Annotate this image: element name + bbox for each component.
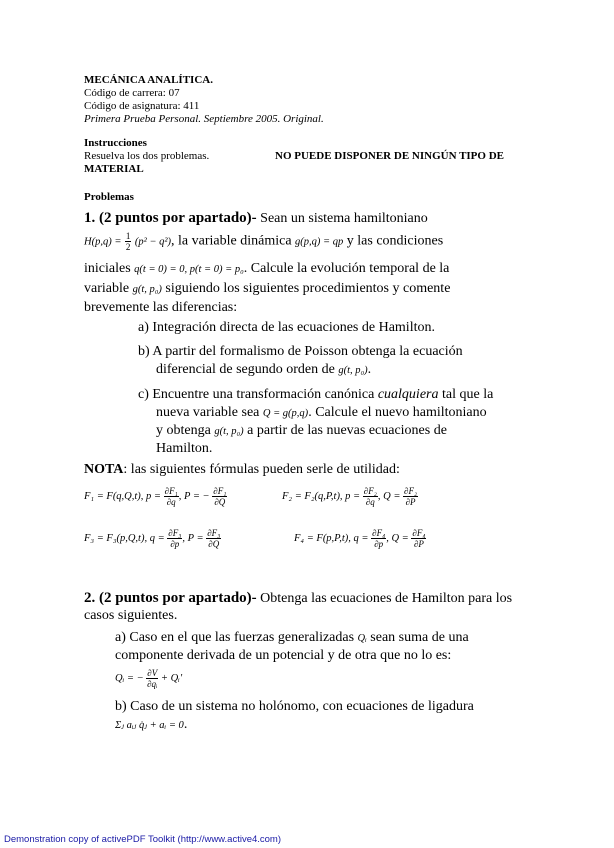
f4-frac2-num: ∂F₄: [412, 528, 426, 538]
f1-frac2-num: ∂F₁: [213, 486, 227, 496]
formula-f3: [84, 528, 221, 549]
instructions-warning: NO PUEDE DISPONER DE NINGÚN TIPO DE: [275, 150, 504, 162]
eq-frac: [146, 668, 158, 689]
problem1-line5: brevemente las diferencias:: [84, 300, 238, 315]
f3-lhs: F₃ = F₃(p,Q,t), q =: [84, 532, 165, 544]
eq-lhs: Qᵢ = −: [115, 672, 144, 684]
f4-frac2: [411, 528, 426, 549]
problem1-item-a: a) Integración directa de las ecuaciones de Hamilton.: [138, 320, 435, 335]
text-item-c3-post: a partir de las nuevas ecuaciones de: [247, 423, 447, 438]
text-p2-a1-post: sean suma de una: [370, 630, 469, 645]
problem1-line4: [84, 280, 450, 299]
formula-f2: [282, 486, 418, 507]
dynamic-variable: g(p,q) = qp: [295, 236, 344, 248]
career-code: Código de carrera: 07: [84, 87, 180, 99]
text-after-g: y las condiciones: [346, 233, 444, 249]
instructions-text: Resuelva los dos problemas.: [84, 150, 210, 162]
subject-code: Código de asignatura: 411: [84, 100, 200, 112]
potential-force-eq: [115, 668, 182, 689]
emphasis-cualquiera: cualquiera: [377, 387, 439, 402]
f3-frac2: [206, 528, 221, 549]
f2-frac2: [403, 486, 418, 507]
f1-lhs: F₁ = F(q,Q,t), p =: [84, 490, 162, 502]
f2-frac2-num: ∂F₂: [404, 486, 418, 496]
constraint-period: .: [183, 717, 188, 732]
problem2-item-b-line1: b) Caso de un sistema no holónomo, con ecuaciones de ligadura: [115, 699, 474, 714]
f2-frac1-num: ∂F₂: [363, 486, 377, 496]
f4-mid: , Q =: [386, 532, 409, 544]
text-item-b2: diferencial de segundo orden de: [156, 362, 335, 377]
f4-frac1: [371, 528, 386, 549]
problem2-line1: [84, 589, 512, 608]
f3-frac1: [167, 528, 182, 549]
problem2-item-a-line1: [115, 629, 469, 648]
text-after-conditions: . Calcule la evolución temporal de la: [243, 261, 450, 276]
g-of-t-b: g(t, p₀): [338, 365, 368, 376]
f2-frac1-den: ∂q: [365, 497, 375, 507]
problem2-label: 2. (2 puntos por apartado)-: [84, 590, 257, 606]
problem1-item-c-line4: Hamilton.: [156, 441, 213, 456]
constraint-equation: Σⱼ aᵢⱼ q̇ⱼ + aᵢ = 0: [115, 720, 184, 731]
f3-frac2-num: ∂F₃: [207, 528, 221, 538]
eq-rhs: + Qᵢ′: [160, 672, 183, 684]
f3-frac1-den: ∂p: [170, 539, 180, 549]
f1-frac2: [212, 486, 227, 507]
problem1-line3: [84, 260, 449, 279]
generalized-force: Qᵢ: [357, 633, 367, 644]
f1-frac2-den: ∂Q: [214, 497, 226, 507]
f2-mid: , Q =: [377, 490, 401, 502]
hamiltonian-lhs: H(p,q) =: [84, 236, 122, 248]
f1-mid: , P = −: [178, 490, 210, 502]
text-iniciales: iniciales: [84, 261, 131, 276]
text-item-c1-post: tal que la: [441, 387, 494, 402]
f3-frac2-den: ∂Q: [208, 539, 220, 549]
problems-heading: Problemas: [84, 191, 134, 203]
instructions-warning-end: MATERIAL: [84, 163, 144, 175]
g-of-t-c: g(t, p₀): [214, 426, 244, 437]
text-after-variable: siguiendo los siguientes procedimientos y comente: [165, 281, 451, 296]
fraction-num: 1: [125, 231, 131, 241]
fraction-den: 2: [125, 242, 131, 252]
f1-frac1: [164, 486, 179, 507]
f2-lhs: F₂ = F₂(q,P,t), p =: [282, 490, 361, 502]
problem1-line2: [84, 231, 443, 252]
problem1-line1: [84, 209, 428, 228]
f4-lhs: F₄ = F(p,P,t), q =: [294, 532, 369, 544]
initial-conditions: q(t = 0) = 0, p(t = 0) = p₀: [134, 264, 244, 275]
demo-footer: Demonstration copy of activePDF Toolkit (http://www.active4.com): [4, 834, 282, 845]
problem2-item-b-line2: [115, 716, 187, 735]
problem2-line2: casos siguientes.: [84, 608, 178, 623]
text-after-hamiltonian: , la variable dinámica: [171, 233, 292, 249]
problem2-intro: Obtenga las ecuaciones de Hamilton para los: [260, 591, 513, 606]
problem1-item-c-line1: [138, 386, 493, 404]
formula-f4: [294, 528, 426, 549]
problem1-label: 1. (2 puntos por apartado)-: [84, 210, 257, 226]
text-item-c2: nueva variable sea: [156, 405, 260, 420]
eq-frac-num: ∂V: [147, 668, 158, 678]
instructions-line: [84, 150, 504, 162]
problem1-item-c-line2: [156, 404, 487, 423]
f3-frac1-num: ∂F₃: [168, 528, 182, 538]
text-item-c2-post: . Calcule el nuevo hamiltoniano: [308, 405, 487, 420]
text-item-c3: y obtenga: [156, 423, 211, 438]
new-variable-eq: Q = g(p,q): [262, 408, 309, 419]
problem1-intro: Sean un sistema hamiltoniano: [260, 211, 428, 226]
nota-label: NOTA: [84, 462, 124, 477]
hamiltonian-rhs: (p² − q²): [134, 236, 172, 248]
f1-frac1-num: ∂F₁: [164, 486, 178, 496]
hamiltonian-fraction: [125, 231, 132, 252]
problem1-item-b-line1: b) A partir del formalismo de Poisson obtenga la ecuación: [138, 344, 463, 359]
problem2-item-a-line2: componente derivada de un potencial y de otra que no lo es:: [115, 648, 452, 663]
exam-info: Primera Prueba Personal. Septiembre 2005. Original.: [84, 113, 324, 125]
problem1-item-c-line3: [156, 422, 447, 441]
problem1-item-b-line2: diferencial de segundo orden de g(t, p₀).: [156, 362, 372, 377]
eq-frac-den: ∂qᵢ: [147, 679, 158, 689]
f4-frac1-num: ∂F₄: [372, 528, 386, 538]
f4-frac2-den: ∂P: [413, 539, 424, 549]
f2-frac1: [363, 486, 378, 507]
instructions-heading: Instrucciones: [84, 137, 147, 149]
formula-f1: [84, 486, 227, 507]
nota-text: : las siguientes fórmulas pueden serle de utilidad:: [123, 462, 400, 477]
nota-line: [84, 461, 400, 479]
text-item-c1: c) Encuentre una transformación canónica: [138, 387, 375, 402]
f4-frac1-den: ∂p: [374, 539, 384, 549]
f1-frac1-den: ∂q: [166, 497, 176, 507]
g-of-t: g(t, p₀): [132, 284, 162, 295]
text-p2-a1: a) Caso en el que las fuerzas generalizadas: [115, 630, 355, 645]
course-title: MECÁNICA ANALÍTICA.: [84, 74, 213, 86]
f3-mid: , P =: [182, 532, 204, 544]
f2-frac2-den: ∂P: [405, 497, 416, 507]
text-variable: variable: [84, 281, 130, 296]
